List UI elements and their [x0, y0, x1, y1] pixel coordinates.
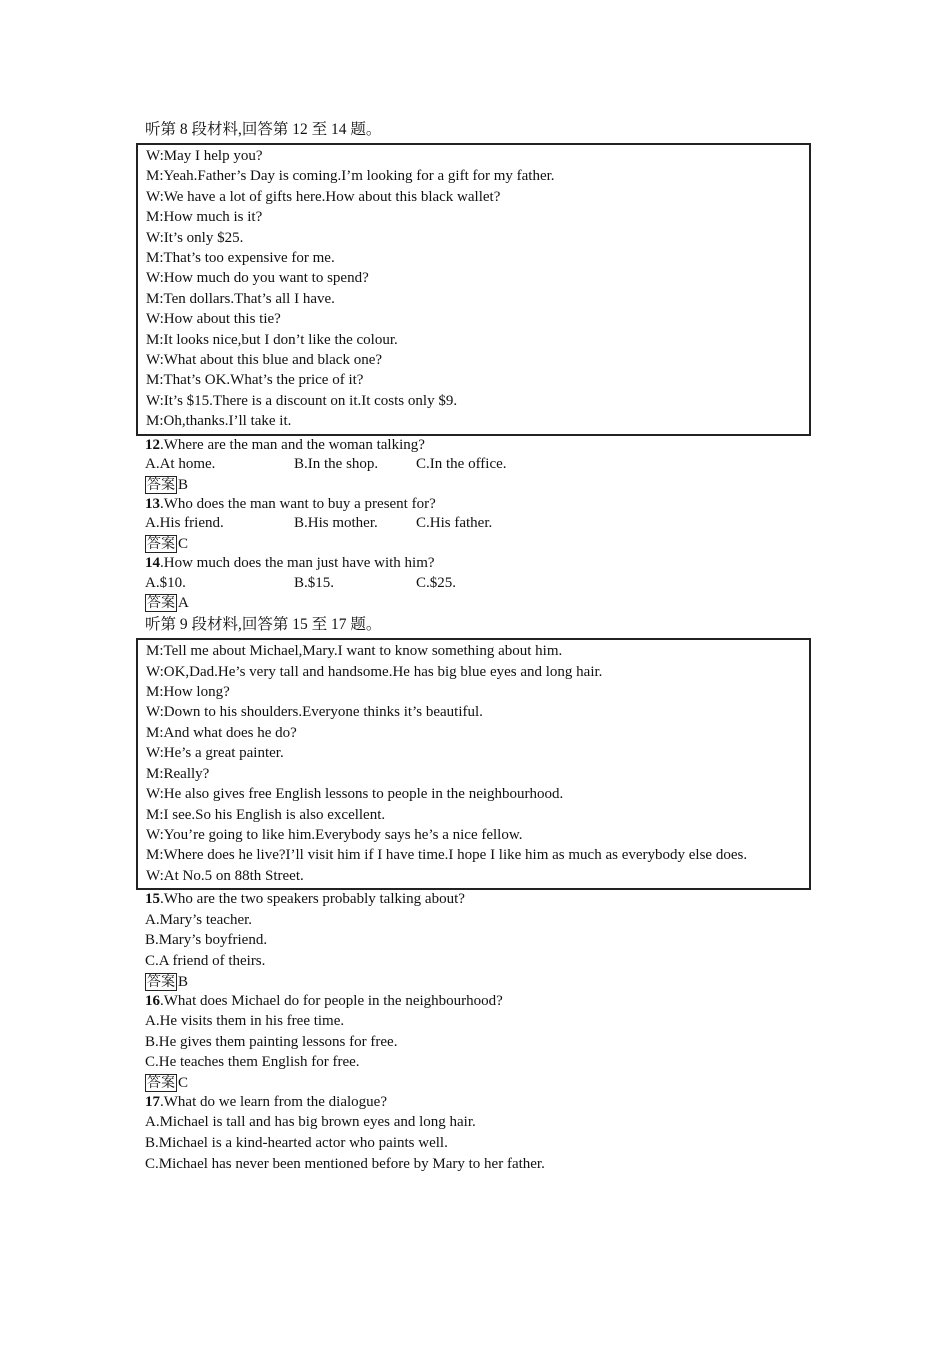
question-number: 16 [145, 992, 160, 1009]
transcript-line: W:How much do you want to spend? [146, 270, 369, 287]
question-14 [145, 554, 825, 574]
transcript-line: M:Where does he live?I’ll visit him if I have time.I hope I like him as much as everybody else does. [146, 847, 748, 864]
option-c: C.His father. [416, 515, 493, 532]
option-b: B.Mary’s boyfriend. [145, 932, 268, 949]
transcript-line: W:We have a lot of gifts here.How about this black wallet? [146, 188, 501, 205]
transcript-line: M:How long? [146, 684, 230, 701]
answer-value: A [178, 595, 189, 612]
transcript-line: W:Down to his shoulders.Everyone thinks it’s beautiful. [146, 704, 483, 721]
question-13 [145, 495, 825, 515]
transcript-line: W:He also gives free English lessons to people in the neighbourhood. [146, 786, 564, 803]
transcript-line: W:What about this blue and black one? [146, 352, 383, 369]
transcript-line: W:It’s only $25. [146, 229, 244, 246]
question-text: .Who are the two speakers probably talking about? [160, 891, 465, 908]
question-16 [145, 992, 825, 1012]
option-b: B.$15. [294, 574, 335, 591]
section-8-heading: 听第 8 段材料,回答第 12 至 14 题。 [145, 121, 382, 138]
question-12 [145, 436, 825, 456]
answer-badge: 答案 [147, 595, 175, 612]
worksheet-page [145, 120, 825, 1174]
option-b: B.He gives them painting lessons for free. [145, 1033, 398, 1050]
answer-value: C [178, 1074, 189, 1091]
question-15 [145, 890, 825, 910]
transcript-line: M:And what does he do? [146, 724, 297, 741]
transcript-line: M:It looks nice,but I don’t like the colour. [146, 331, 398, 348]
transcript-line: W:At No.5 on 88th Street. [146, 867, 304, 884]
question-number: 13 [145, 495, 160, 512]
question-14-answer [145, 593, 825, 613]
option-b: B.His mother. [294, 515, 378, 532]
transcript-line: W:May I help you? [146, 148, 263, 164]
answer-badge: 答案 [147, 536, 175, 553]
question-number: 17 [145, 1093, 160, 1110]
question-text: .Where are the man and the woman talking? [160, 436, 425, 453]
question-17 [145, 1093, 825, 1113]
option-a: A.His friend. [145, 515, 224, 532]
transcript-line: M:Yeah.Father’s Day is coming.I’m looking for a gift for my father. [146, 168, 555, 185]
option-c: C.Michael has never been mentioned before by Mary to her father. [145, 1155, 545, 1172]
option-a: A.$10. [145, 574, 186, 591]
option-c: C.$25. [416, 574, 457, 591]
answer-badge: 答案 [147, 973, 175, 990]
question-15-answer [145, 972, 825, 992]
answer-badge: 答案 [147, 1074, 175, 1091]
question-13-answer [145, 534, 825, 554]
answer-badge: 答案 [147, 476, 175, 493]
option-a: A.Mary’s teacher. [145, 911, 253, 928]
option-a: A.He visits them in his free time. [145, 1013, 345, 1030]
transcript-line: M:Really? [146, 765, 210, 782]
option-c: C.He teaches them English for free. [145, 1054, 360, 1071]
transcript-line: W:It’s $15.There is a discount on it.It costs only $9. [146, 392, 458, 409]
transcript-line: M:That’s too expensive for me. [146, 250, 335, 267]
transcript-line: M:Oh,thanks.I’ll take it. [146, 413, 292, 430]
answer-value: B [178, 476, 189, 493]
question-number: 14 [145, 555, 160, 572]
transcript-line: M:I see.So his English is also excellent. [146, 806, 386, 823]
question-text: .Who does the man want to buy a present for? [160, 495, 436, 512]
question-14-options [145, 574, 825, 594]
option-c: C.In the office. [416, 456, 507, 473]
option-b: B.Michael is a kind-hearted actor who paints well. [145, 1135, 448, 1152]
question-12-answer [145, 475, 825, 495]
answer-value: C [178, 536, 189, 553]
transcript-line: W:OK,Dad.He’s very tall and handsome.He has big blue eyes and long hair. [146, 663, 603, 680]
option-c: C.A friend of theirs. [145, 952, 266, 969]
option-a: A.At home. [145, 456, 216, 473]
question-text: .How much does the man just have with him? [160, 555, 435, 572]
option-b: B.In the shop. [294, 456, 379, 473]
option-a: A.Michael is tall and has big brown eyes and long hair. [145, 1114, 476, 1131]
transcript-line: W:How about this tie? [146, 311, 281, 328]
section-8-transcript-box [136, 143, 811, 436]
question-text: .What do we learn from the dialogue? [160, 1093, 387, 1110]
transcript-line: W:You’re going to like him.Everybody says he’s a nice fellow. [146, 826, 523, 843]
question-number: 12 [145, 436, 160, 453]
question-16-answer [145, 1073, 825, 1093]
transcript-line: M:Ten dollars.That’s all I have. [146, 290, 335, 307]
question-13-options [145, 514, 825, 534]
transcript-line: M:Tell me about Michael,Mary.I want to know something about him. [146, 643, 563, 660]
transcript-line: W:He’s a great painter. [146, 745, 284, 762]
answer-value: B [178, 973, 189, 990]
transcript-line: M:That’s OK.What’s the price of it? [146, 372, 364, 389]
question-number: 15 [145, 891, 160, 908]
question-text: .What does Michael do for people in the neighbourhood? [160, 992, 503, 1009]
section-9-heading: 听第 9 段材料,回答第 15 至 17 题。 [145, 616, 382, 634]
section-9-transcript-box [136, 638, 811, 890]
transcript-line: M:How much is it? [146, 209, 263, 226]
question-12-options [145, 455, 825, 475]
